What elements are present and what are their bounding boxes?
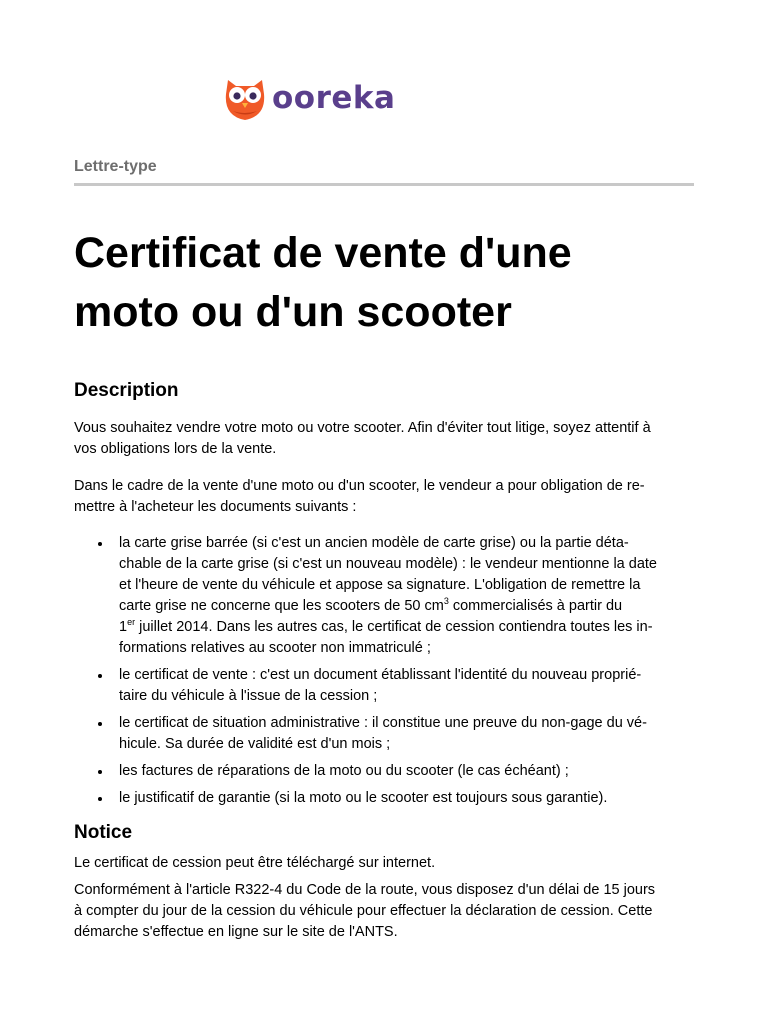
list-item — [74, 788, 694, 809]
description-paragraph-2 — [74, 476, 694, 518]
brand-logo — [222, 74, 395, 122]
text-fragment: carte grise ne concerne que les scooters de 50 cm — [119, 598, 444, 614]
document-title — [74, 224, 694, 342]
text-line: vos obligations lors de la vente. — [74, 441, 277, 457]
list-item — [74, 533, 694, 659]
notice-paragraph-1: Le certificat de cession peut être téléchargé sur internet. — [74, 855, 436, 871]
text-line: Dans le cadre de la vente d'une moto ou d'un scooter, le vendeur a pour obligation de re- — [74, 478, 645, 494]
text-line: le certificat de vente : c'est un document établissant l'identité du nouveau proprié- — [119, 667, 642, 683]
owl-icon — [222, 74, 268, 122]
text-line: Conformément à l'article R322-4 du Code de la route, vous disposez d'un délai de 15 jours — [74, 882, 656, 898]
list-item — [74, 713, 694, 755]
description-heading: Description — [74, 380, 179, 401]
text-line — [119, 617, 694, 638]
notice-heading: Notice — [74, 822, 133, 843]
text-line: et l'heure de vente du véhicule et appose sa signature. L'obligation de remettre la — [119, 577, 641, 593]
text-line: le certificat de situation administrative : il constitue une preuve du non-gage du vé- — [119, 715, 647, 731]
text-line: formations relatives au scooter non immatriculé ; — [119, 640, 431, 656]
text-line: mettre à l'acheteur les documents suivants : — [74, 499, 357, 515]
text-line: Vous souhaitez vendre votre moto ou votre scooter. Afin d'éviter tout litige, soyez attentif à — [74, 420, 651, 436]
header-divider — [74, 183, 694, 186]
text-line: la carte grise barrée (si c'est un ancien modèle de carte grise) ou la partie déta- — [119, 535, 629, 551]
documents-list — [74, 533, 694, 815]
text-fragment: juillet 2014. Dans les autres cas, le certificat de cession contiendra toutes les in- — [135, 619, 653, 635]
text-line: à compter du jour de la cession du véhicule pour effectuer la déclaration de cession. Cette — [74, 903, 653, 919]
title-line: Certificat de vente d'une — [74, 229, 572, 277]
text-line: démarche s'effectue en ligne sur le site de l'ANTS. — [74, 924, 398, 940]
text-fragment: commercialisés à partir du — [448, 598, 623, 614]
text-line — [119, 596, 694, 617]
document-kicker: Lettre-type — [74, 158, 157, 175]
text-line: hicule. Sa durée de validité est d'un mois ; — [119, 736, 391, 752]
description-paragraph-1 — [74, 418, 694, 460]
notice-paragraph-2 — [74, 880, 694, 943]
list-item — [74, 761, 694, 782]
logo-wordmark: ooreka — [272, 79, 396, 116]
text-fragment: 1 — [119, 619, 128, 635]
text-line: chable de la carte grise (si c'est un nouveau modèle) : le vendeur mentionne la date — [119, 556, 657, 572]
superscript: 3 — [443, 596, 449, 606]
title-line: moto ou d'un scooter — [74, 288, 512, 336]
superscript: er — [127, 617, 136, 627]
text-line: taire du véhicule à l'issue de la cession ; — [119, 688, 378, 704]
text-line: les factures de réparations de la moto ou du scooter (le cas échéant) ; — [119, 763, 569, 779]
text-line: le justificatif de garantie (si la moto ou le scooter est toujours sous garantie). — [119, 790, 608, 806]
list-item — [74, 665, 694, 707]
